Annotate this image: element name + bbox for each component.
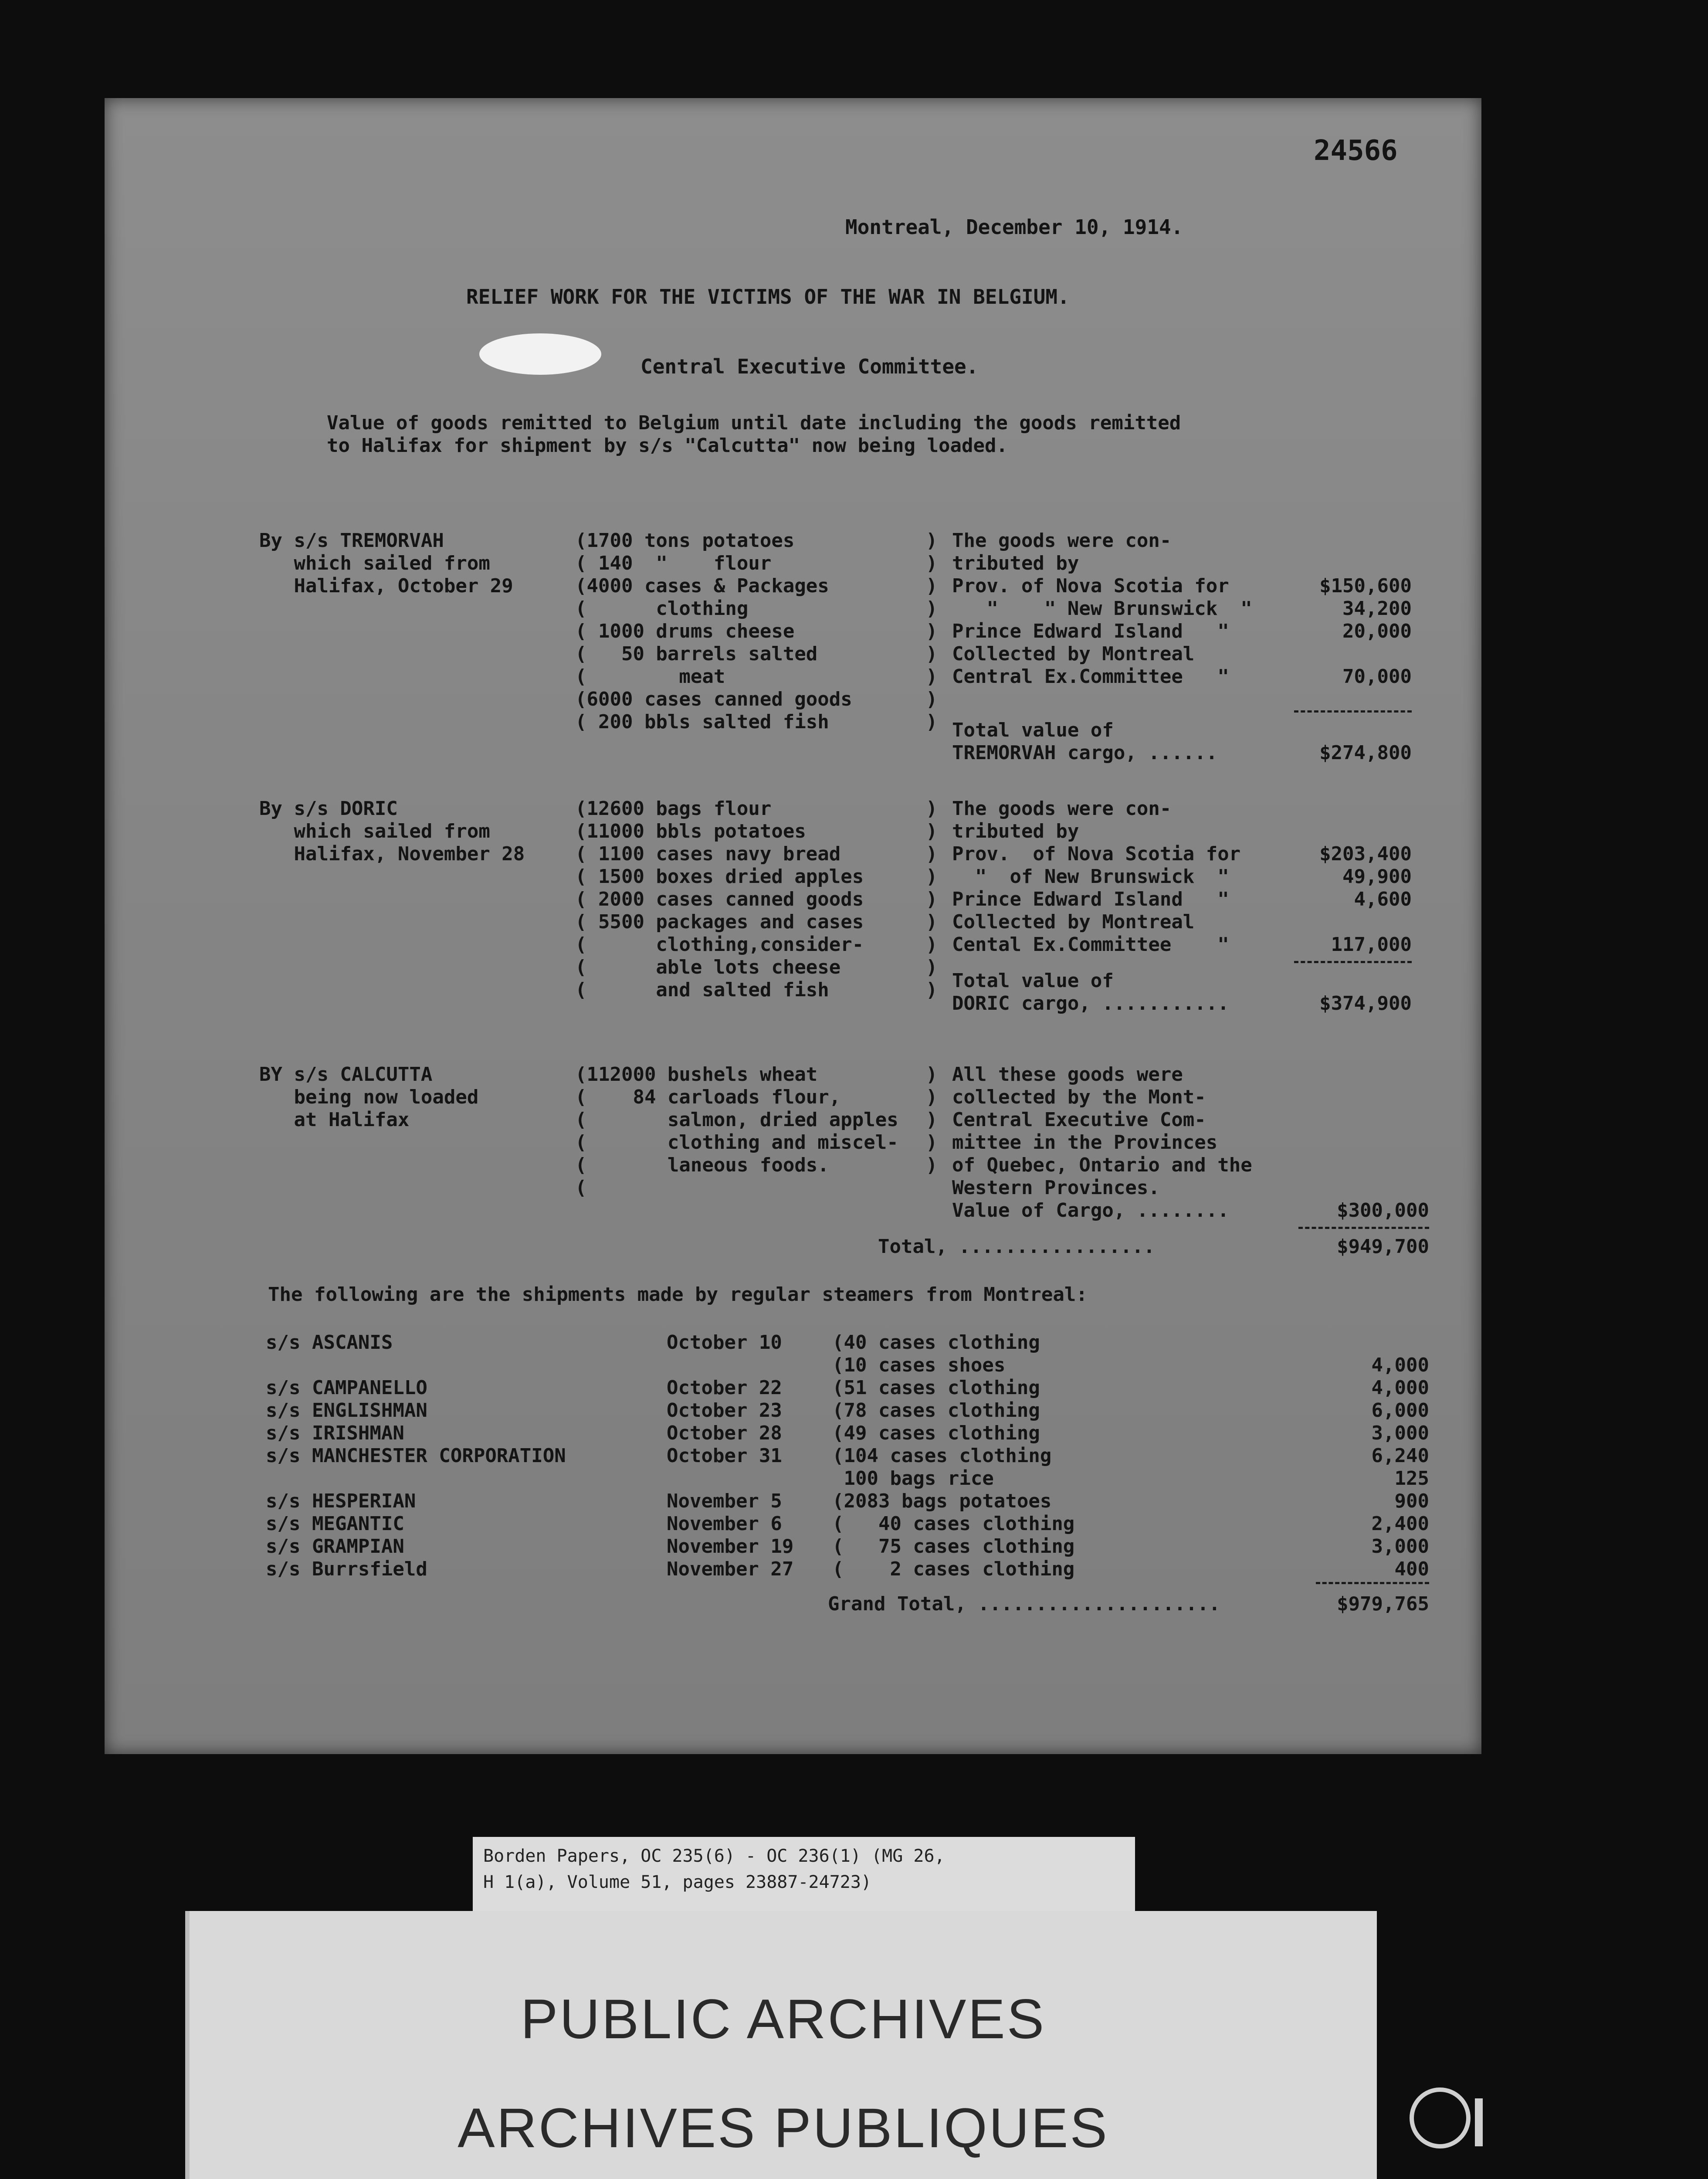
doric-amounts: $203,400 49,900 4,600 117,000 xyxy=(1319,843,1412,956)
archive-name-fr: ARCHIVES PUBLIQUES xyxy=(458,2097,1109,2159)
calcutta-ship: BY s/s CALCUTTA being now loaded at Halifax xyxy=(259,1063,479,1131)
document-title: RELIEF WORK FOR THE VICTIMS OF THE WAR IN BELGIUM. xyxy=(466,285,1070,309)
regular-ship-items: (40 cases clothing (10 cases shoes (51 cases clothing (78 cases clothing (49 cases clothing (104 cases clothing 100 bags rice (2083 bags potatoes ( 40 cases clothing ( 75 cases clothing ( 2 cases clothing xyxy=(832,1331,1075,1580)
tremorvah-ship: By s/s TREMORVAH which sailed from Halifax, October 29 xyxy=(259,529,513,597)
intro-paragraph: Value of goods remitted to Belgium until date including the goods remitted to Halifax for shipment by s/s "Calcutta" now being loaded. xyxy=(327,412,1181,457)
doric-ship: By s/s DORIC which sailed from Halifax, November 28 xyxy=(259,798,525,865)
typed-document-page xyxy=(105,98,1481,1754)
date-line: Montreal, December 10, 1914. xyxy=(845,215,1183,239)
grand-total-amount: $979,765 xyxy=(1337,1593,1429,1615)
total-label: Total, ................. xyxy=(878,1235,1155,1258)
tremorvah-amounts: $150,600 34,200 20,000 70,000 xyxy=(1319,575,1412,688)
reference-line: Borden Papers, OC 235(6) - OC 236(1) (MG 26, xyxy=(483,1846,945,1866)
regular-ship-names: s/s ASCANIS s/s CAMPANELLO s/s ENGLISHMAN s/s IRISHMAN s/s MANCHESTER CORPORATION s/s HESPERIAN s/s MEGANTIC s/s GRAMPIAN s/s Burrsfield xyxy=(266,1331,566,1580)
grand-total-label: Grand Total, ..................... xyxy=(828,1593,1220,1615)
doric-total: $374,900 xyxy=(1319,992,1412,1015)
tremorvah-total: $274,800 xyxy=(1319,742,1412,764)
page-number: 24566 xyxy=(1314,135,1398,167)
archive-name-en: PUBLIC ARCHIVES xyxy=(520,1988,1046,2050)
paper-damage-spot xyxy=(479,333,601,375)
calcutta-subtotal-rule xyxy=(1298,1227,1429,1229)
tremorvah-goods: (1700 tons potatoes ( 140 " flour (4000 cases & Packages ( clothing ( 1000 drums cheese ( 50 barrels salted ( meat (6000 cases canned goods ( 200 bbls salted fish xyxy=(575,529,852,733)
doric-goods: (12600 bags flour (11000 bbls potatoes ( 1100 cases navy bread ( 1500 boxes dried apples ( 2000 cases canned goods ( 5500 packages and cases ( clothing,consider- ( able lots cheese ( and salted fish xyxy=(575,798,864,1001)
archive-reference-label xyxy=(473,1837,1135,1911)
doric-contributors: The goods were con- tributed by Prov. of Nova Scotia for " of New Brunswick " Prince Edward Island " Collected by Montreal Cental Ex.Committee " xyxy=(952,798,1241,956)
calcutta-goods: (112000 bushels wheat ( 84 carloads flour, ( salmon, dried apples ( clothing and miscel- ( laneous foods. ( xyxy=(575,1063,898,1199)
tremorvah-total-label: Total value of TREMORVAH cargo, ...... xyxy=(952,719,1218,764)
total-amount: $949,700 xyxy=(1337,1235,1429,1258)
tremorvah-subtotal-rule xyxy=(1294,710,1412,713)
calcutta-brackets: ) ) ) ) ) xyxy=(926,1063,938,1176)
regular-ship-dates: October 10 October 22 October 23 October 28 October 31 November 5 November 6 November 19 November 27 xyxy=(667,1331,794,1580)
tremorvah-contributors: The goods were con- tributed by Prov. of Nova Scotia for " " New Brunswick " Prince Edward Island " Collected by Montreal Central Ex.Committee " xyxy=(952,529,1252,688)
grand-total-rule xyxy=(1316,1582,1429,1584)
calcutta-contributors: All these goods were collected by the Mont- Central Executive Com- mittee in the Provinces of Quebec, Ontario and the Western Provinces. Value of Cargo, ........ xyxy=(952,1063,1252,1222)
calcutta-amount: $300,000 xyxy=(1337,1199,1429,1222)
regular-ship-values: 4,000 4,000 6,000 3,000 6,240 125 900 2,400 3,000 400 xyxy=(1371,1354,1429,1580)
reference-line: H 1(a), Volume 51, pages 23887-24723) xyxy=(483,1872,872,1892)
doric-brackets: ) ) ) ) ) ) ) ) ) xyxy=(926,798,938,1001)
tremorvah-brackets: ) ) ) ) ) ) ) ) ) xyxy=(926,529,938,733)
archives-seal-icon xyxy=(1410,2087,1471,2148)
public-archives-card xyxy=(185,1911,1377,2179)
doric-total-label: Total value of DORIC cargo, ........... xyxy=(952,970,1229,1015)
document-subtitle: Central Executive Committee. xyxy=(640,355,979,378)
seal-bar-mark xyxy=(1475,2098,1483,2146)
regular-shipments-intro: The following are the shipments made by regular steamers from Montreal: xyxy=(268,1283,1088,1306)
doric-subtotal-rule xyxy=(1294,961,1412,963)
